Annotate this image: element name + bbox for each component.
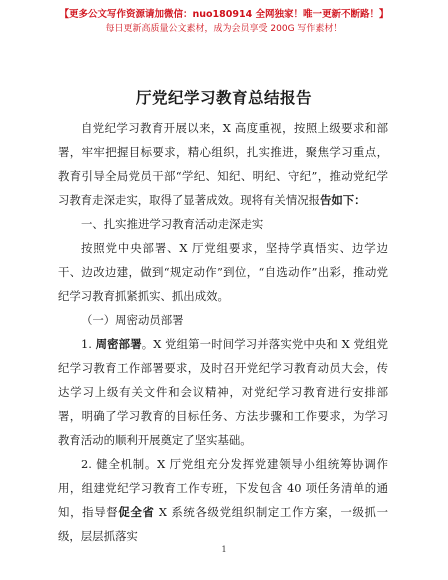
- item-number: 1.: [81, 337, 96, 351]
- page-number: 1: [221, 545, 227, 554]
- subsection-heading-text: （一）周密动员部署: [81, 313, 184, 327]
- document-title: 厅党纪学习教育总结报告: [135, 89, 312, 107]
- document-body: [58, 116, 388, 548]
- subsection-heading-1: [58, 308, 388, 332]
- paragraph-text: X 系统各级党组织制定工作方案，一级抓一级，层层抓落实: [58, 505, 388, 543]
- paragraph-item-1: [58, 332, 388, 452]
- paragraph-section-1: [58, 236, 388, 308]
- paragraph-bold-text: 告如下：: [320, 193, 366, 207]
- paragraph-text: 2. 健全机制。X 厅党组充分发挥党建领导小组统筹协调作用，组建党纪学习教育工作专班，下发包含 40 项任务清单的通知，指导督: [58, 457, 388, 519]
- paragraph-text: 按照党中央部署、X 厅党组要求，坚持学真悟实、边学边干、边改边建，做到“规定动作”到位，“自选动作”出彩，推动党纪学习教育抓紧抓实、抓出成效。: [58, 241, 388, 303]
- section-heading-1: [58, 212, 388, 236]
- paragraph-text: 。X 党组第一时间学习并落实党中央和 X 党组党纪学习教育工作部署要求，及时召开党纪学习教育动员大会，传达学习上级有关文件和会议精神，对党纪学习教育进行安排部署，明确了学习教育的目标任务、方法步骤和工作要求，为学习教育活动的顺利开展奠定了坚实基础。: [58, 337, 388, 447]
- promo-banner-line-1: 【更多公文写作资源请加微信：nuo180914 全网独家！唯一更新不断路！】: [59, 9, 389, 20]
- paragraph-text: 自党纪学习教育开展以来，X 高度重视，按照上级要求和部署，牢牢把握目标要求，精心组织，扎实推进，聚焦学习重点，教育引导全局党员干部“学纪、知纪、明纪、守纪”，推动党纪学习教育走深走实，取得了显著成效。现将有关情况报: [58, 121, 388, 207]
- item-heading: 周密部署: [95, 337, 142, 351]
- paragraph-intro: [58, 116, 388, 212]
- paragraph-bold-text: 促全省: [118, 505, 155, 519]
- promo-banner: [0, 8, 448, 36]
- promo-banner-line-2: 每日更新高质量公文素材，成为会员享受 200G 写作素材！: [105, 24, 343, 34]
- section-heading-text: 一、扎实推进学习教育活动走深走实: [81, 217, 264, 231]
- paragraph-item-2: [58, 452, 388, 548]
